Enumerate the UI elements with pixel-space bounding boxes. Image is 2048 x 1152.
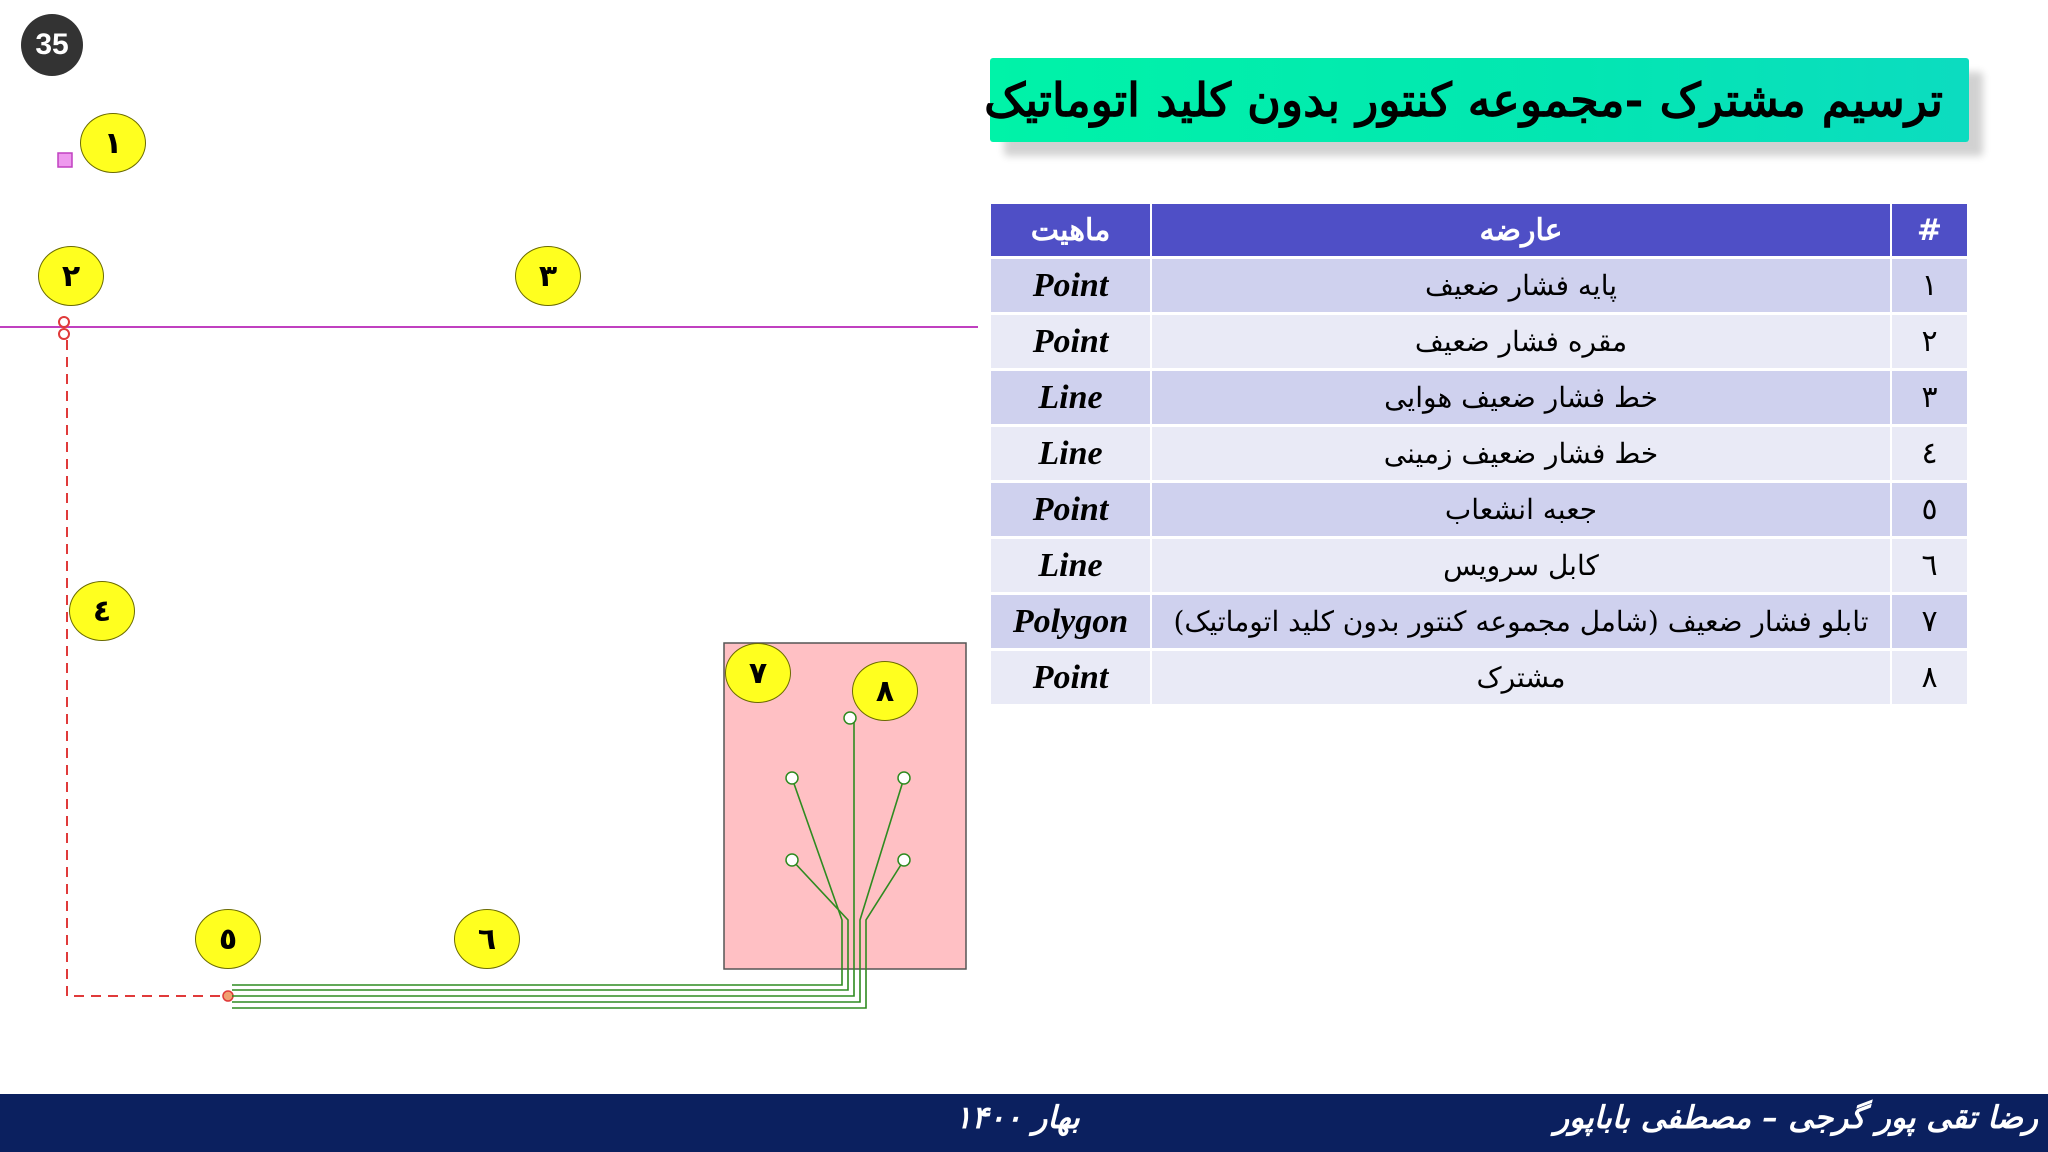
row-feature: خط فشار ضعیف هوایی xyxy=(1151,370,1891,426)
title-banner xyxy=(984,58,1969,142)
row-feature: خط فشار ضعیف زمینی xyxy=(1151,426,1891,482)
row-feature: مشترک xyxy=(1151,650,1891,706)
badge-8: ٨ xyxy=(852,661,918,721)
row-feature: تابلو فشار ضعیف (شامل مجموعه کنتور بدون کلید اتوماتیک) xyxy=(1151,594,1891,650)
legend-table xyxy=(991,204,1969,707)
underground-line xyxy=(67,340,230,996)
table-row xyxy=(991,426,1968,482)
row-type: Point xyxy=(991,258,1151,314)
row-number: ٦ xyxy=(1891,538,1968,594)
table-row xyxy=(991,258,1968,314)
badge-7: ٧ xyxy=(725,643,791,703)
row-number: ٧ xyxy=(1891,594,1968,650)
table-row xyxy=(991,482,1968,538)
footer-authors: رضا تقی پور گرجی – مصطفی باباپور xyxy=(1554,1100,2038,1136)
row-type: Point xyxy=(991,650,1151,706)
header-type: ماهیت xyxy=(991,204,1151,258)
row-type: Line xyxy=(991,370,1151,426)
table-row xyxy=(991,594,1968,650)
row-feature: جعبه انشعاب xyxy=(1151,482,1891,538)
table-row xyxy=(991,650,1968,706)
gis-diagram xyxy=(0,125,990,1055)
table-header-row xyxy=(991,204,1968,258)
badge-2: ٢ xyxy=(38,246,104,306)
row-type: Line xyxy=(991,538,1151,594)
page-title: ترسیم مشترک -مجموعه کنتور بدون کلید اتوماتیک xyxy=(984,73,1943,127)
footer-bar xyxy=(0,1094,2048,1152)
row-feature: کابل سرویس xyxy=(1151,538,1891,594)
row-number: ٨ xyxy=(1891,650,1968,706)
slide-number: 35 xyxy=(21,14,83,76)
row-type: Polygon xyxy=(991,594,1151,650)
row-feature: مقره فشار ضعیف xyxy=(1151,314,1891,370)
badge-5: ٥ xyxy=(195,909,261,969)
header-feature: عارضه xyxy=(1151,204,1891,258)
row-type: Point xyxy=(991,482,1151,538)
badge-4: ٤ xyxy=(69,581,135,641)
table-row xyxy=(991,314,1968,370)
badge-3: ٣ xyxy=(515,246,581,306)
table-row xyxy=(991,538,1968,594)
row-type: Point xyxy=(991,314,1151,370)
footer-date: بهار ۱۴۰۰ xyxy=(955,1100,1080,1136)
row-type: Line xyxy=(991,426,1151,482)
row-number: ٢ xyxy=(1891,314,1968,370)
row-feature: پایه فشار ضعیف xyxy=(1151,258,1891,314)
badge-6: ٦ xyxy=(454,909,520,969)
row-number: ١ xyxy=(1891,258,1968,314)
row-number: ٥ xyxy=(1891,482,1968,538)
junction-box xyxy=(223,991,233,1001)
row-number: ٣ xyxy=(1891,370,1968,426)
table-row xyxy=(991,370,1968,426)
badge-1: ١ xyxy=(80,113,146,173)
pole-marker xyxy=(58,153,72,167)
row-number: ٤ xyxy=(1891,426,1968,482)
header-number: # xyxy=(1891,204,1968,258)
